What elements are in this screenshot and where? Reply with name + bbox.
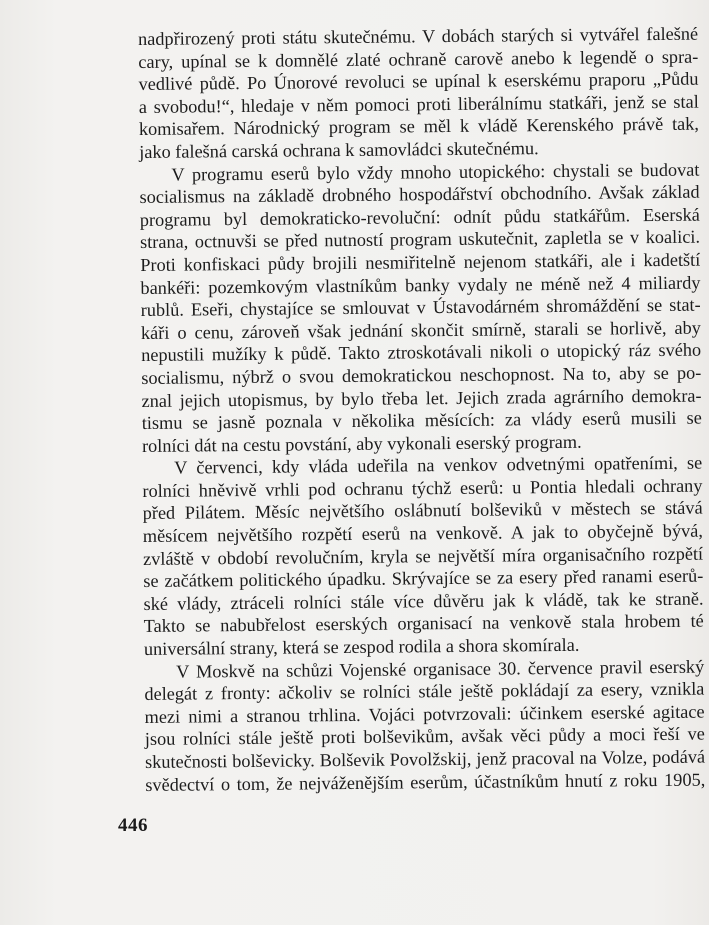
text-line: Proti konfiskaci půdy brojili nesmiřitelně nejenom statkáři, ale i kadetští bbox=[140, 249, 701, 275]
text-line: rolníci hněvivě vrhli pod ochranu týchž eserů: u Pontia hledali ochrany bbox=[142, 475, 703, 501]
page-number: 446 bbox=[118, 815, 148, 836]
text-line: delegát z fronty: ačkoliv se rolníci stále ještě pokládají za esery, vznikla bbox=[144, 678, 705, 705]
text-line: káři o cenu, zároveň však jednání skončit smírně, starali se horlivě, aby bbox=[140, 317, 701, 343]
text-line: zvláště v období revolučním, kryla se největší míra organisačního rozpětí bbox=[142, 543, 704, 569]
text-line: V červenci, kdy vláda udeřila na venkov odvetnými opatřeními, se bbox=[174, 452, 703, 478]
text-line: Takto se nabubřelost eserských organisací na venkově stala hrobem té bbox=[143, 611, 704, 637]
text-line: měsícem největšího rozpětí eserů na venkově. A jak to obyčejně bývá, bbox=[142, 520, 703, 547]
text-line: mezi nimi a stranou trhlina. Vojáci potvrzovali: účinkem eserské agitace bbox=[144, 701, 705, 727]
text-line: programu byl demokraticko-revoluční: odnít půdu statkářům. Eserská bbox=[139, 204, 700, 230]
text-line: strana, octnuvši se před nutností program uskutečnit, zapletla se v koalici. bbox=[139, 226, 701, 253]
text-line: V programu eserů bylo vždy mnoho utopického: chystali se budovat bbox=[171, 159, 700, 185]
text-line: komisařem. Národnický program se měl k vládě Kerenského právě tak, bbox=[138, 113, 700, 140]
text-line: bankéři: pozemkovým vlastníkům banky vydaly ne méně než 4 miliardy bbox=[140, 272, 701, 298]
body-text bbox=[138, 23, 705, 797]
text-line: socialismus na základě drobného hospodářství obchodního. Avšak základ bbox=[139, 181, 700, 208]
text-line: cary, upínal se k domnělé zlaté ochraně carově anebo k legendě o spra- bbox=[138, 46, 699, 72]
text-line: svědectví o tom, že nejváženějším eserům, účastníkům hnutí z roku 1905, bbox=[145, 769, 706, 795]
text-line: socialismu, nýbrž o svou demokratickou neschopnost. Na to, aby se po- bbox=[141, 362, 702, 388]
text-line: znal jejich utopismus, by bylo třeba let. Jejich zrada agrárního demokra- bbox=[141, 385, 702, 411]
text-line: tismu se jasně poznala v několika měsících: za vlády eserů musili se bbox=[141, 407, 702, 434]
text-line: rolníci dát na cestu povstání, aby vykonali eserský program. bbox=[141, 431, 582, 456]
text-line: nepustili mužíky k půdě. Takto ztroskotávali nikoli o utopický ráz svého bbox=[141, 339, 702, 366]
text-line: před Pilátem. Měsíc největšího oslábnutí bolševiků v městech se stává bbox=[142, 498, 703, 524]
text-line: jako falešná carská ochrana k samovládci skutečnému. bbox=[139, 138, 539, 162]
text-line: skutečnosti bolševicky. Bolševik Povolžskij, jenž pracoval na Volze, podává bbox=[144, 746, 706, 772]
text-line: ské vlády, ztráceli rolníci stále více důvěru jak k vládě, tak ke straně. bbox=[143, 588, 704, 614]
text-line: a svobodu!“, hledaje v něm pomoci proti liberálnímu statkáři, jenž se stal bbox=[138, 91, 699, 117]
text-line: vedlivé půdě. Po Únorové revoluci se upínal k eserskému praporu „Půdu bbox=[138, 68, 699, 95]
text-line: universální strany, která se zespod rodila a shora skomírala. bbox=[143, 634, 580, 660]
text-line: nadpřirozený proti státu skutečnému. V dobách starých si vytvářel falešné bbox=[138, 23, 699, 49]
text-line: se začátkem politického úpadku. Skrývajíce se za esery před ranami eserů- bbox=[143, 565, 704, 592]
text-line: V Moskvě na schůzi Vojenské organisace 30. července pravil eserský bbox=[176, 656, 705, 682]
text-line: rublů. Eseři, chystajíce se smlouvat v Ústavodárném shromáždění se stat- bbox=[140, 294, 701, 321]
text-line: jsou rolníci stále ještě proti bolševikům, avšak věci půdy a moci řeší ve bbox=[144, 723, 705, 750]
